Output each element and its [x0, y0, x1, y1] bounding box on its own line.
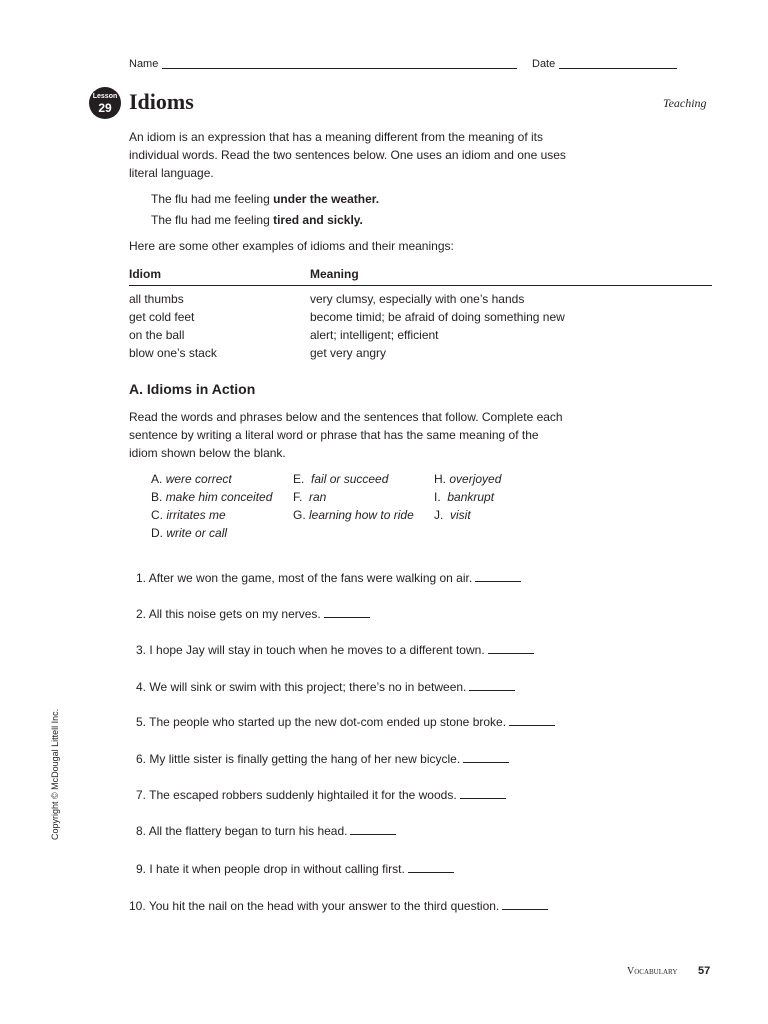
table-row-idiom: get cold feet	[129, 310, 195, 324]
option-text: write or call	[166, 526, 228, 540]
question-number: 1.	[136, 571, 147, 585]
question-number: 5.	[136, 715, 147, 729]
option-text: bankrupt	[447, 490, 495, 504]
intro-line-2: individual words. Read the two sentences below. One uses an idiom and one uses	[129, 148, 566, 162]
option-h	[434, 470, 501, 488]
example1-bold: under the weather.	[273, 192, 380, 206]
question-text: All this noise gets on my nerves.	[148, 607, 321, 621]
question-9	[136, 860, 454, 878]
question-text: You hit the nail on the head with your answer to the third question.	[148, 899, 500, 913]
intro-line-3: literal language.	[129, 166, 214, 180]
question-text: I hope Jay will stay in touch when he moves to a different town.	[149, 643, 485, 657]
question-text: My little sister is finally getting the hang of her new bicycle.	[149, 752, 461, 766]
option-text: ran	[309, 490, 327, 504]
examples-lead: Here are some other examples of idioms and their meanings:	[129, 239, 454, 253]
question-number: 4.	[136, 680, 147, 694]
question-2	[136, 605, 370, 623]
table-row-idiom: all thumbs	[129, 292, 184, 306]
question-1	[136, 569, 521, 587]
question-text: I hate it when people drop in without calling first.	[149, 862, 405, 876]
option-e	[293, 470, 388, 488]
table-header-idiom: Idiom	[129, 267, 161, 281]
question-number: 8.	[136, 824, 147, 838]
section-a-heading: A. Idioms in Action	[129, 381, 256, 397]
question-text: We will sink or swim with this project; there’s no in between.	[149, 680, 467, 694]
table-row-meaning: become timid; be afraid of doing something new	[310, 310, 565, 324]
instructions-line-3: idiom shown below the blank.	[129, 446, 286, 460]
option-letter: D.	[151, 526, 163, 540]
option-b	[151, 488, 272, 506]
page-title: Idioms	[129, 89, 194, 114]
lesson-badge	[89, 87, 121, 119]
example1-prefix: The flu had me feeling	[151, 192, 274, 206]
option-text: were correct	[165, 472, 232, 486]
table-row-idiom: blow one’s stack	[129, 346, 217, 360]
option-i	[434, 488, 494, 506]
table-row-idiom: on the ball	[129, 328, 185, 342]
intro-line-1: An idiom is an expression that has a meaning different from the meaning of its	[129, 130, 544, 144]
option-text: fail or succeed	[311, 472, 389, 486]
option-letter: A.	[151, 472, 163, 486]
option-c	[151, 506, 226, 524]
answer-blank[interactable]	[463, 750, 509, 763]
option-letter: J.	[434, 508, 444, 522]
answer-blank[interactable]	[488, 641, 534, 654]
lesson-tag: Teaching	[663, 96, 707, 110]
question-5	[136, 713, 555, 731]
option-letter: F.	[293, 490, 303, 504]
option-letter: I.	[434, 490, 441, 504]
date-label: Date	[532, 58, 556, 70]
answer-blank[interactable]	[408, 860, 454, 873]
option-letter: C.	[151, 508, 163, 522]
option-g	[293, 506, 414, 524]
option-a	[151, 470, 232, 488]
question-text: All the flattery began to turn his head.	[148, 824, 348, 838]
question-number: 6.	[136, 752, 147, 766]
answer-blank[interactable]	[460, 786, 506, 799]
question-number: 9.	[136, 862, 147, 876]
answer-blank[interactable]	[469, 678, 515, 691]
footer-section: Vocabulary	[627, 966, 678, 977]
option-j	[434, 506, 471, 524]
option-text: learning how to ride	[309, 508, 414, 522]
answer-blank[interactable]	[324, 605, 370, 618]
answer-blank[interactable]	[509, 713, 555, 726]
option-d	[151, 524, 227, 542]
option-text: make him conceited	[165, 490, 273, 504]
date-line[interactable]	[559, 68, 677, 69]
option-f	[293, 488, 326, 506]
question-number: 7.	[136, 788, 147, 802]
table-row-meaning: get very angry	[310, 346, 387, 360]
option-text: irritates me	[166, 508, 226, 522]
answer-blank[interactable]	[350, 822, 396, 835]
option-letter: E.	[293, 472, 305, 486]
option-letter: G.	[293, 508, 306, 522]
question-text: The people who started up the new dot-com ended up stone broke.	[149, 715, 507, 729]
question-text: The escaped robbers suddenly hightailed it for the woods.	[149, 788, 457, 802]
name-label: Name	[129, 58, 159, 70]
example-sentence-literal	[151, 211, 363, 229]
example2-prefix: The flu had me feeling	[151, 213, 274, 227]
table-header-meaning: Meaning	[310, 267, 359, 281]
option-text: overjoyed	[449, 472, 502, 486]
name-line[interactable]	[162, 68, 517, 69]
question-number: 10.	[129, 899, 146, 913]
question-4	[136, 678, 515, 696]
option-letter: H.	[434, 472, 446, 486]
question-number: 3.	[136, 643, 147, 657]
copyright-notice: Copyright © McDougal Littell Inc.	[50, 708, 60, 840]
question-10	[129, 897, 548, 915]
option-text: visit	[450, 508, 471, 522]
table-row-meaning: very clumsy, especially with one’s hands	[310, 292, 525, 306]
question-text: After we won the game, most of the fans were walking on air.	[148, 571, 473, 585]
instructions-line-2: sentence by writing a literal word or phrase that has the same meaning of the	[129, 428, 539, 442]
question-3	[136, 641, 534, 659]
page-number: 57	[698, 965, 711, 977]
lesson-badge-word: Lesson	[92, 93, 118, 100]
answer-blank[interactable]	[475, 569, 521, 582]
example2-bold: tired and sickly.	[273, 213, 363, 227]
question-8	[136, 822, 396, 840]
question-number: 2.	[136, 607, 147, 621]
table-rule	[129, 285, 712, 286]
question-6	[136, 750, 509, 768]
example-sentence-idiom	[151, 190, 379, 208]
lesson-badge-number: 29	[98, 101, 112, 115]
question-7	[136, 786, 506, 804]
answer-blank[interactable]	[502, 897, 548, 910]
instructions-line-1: Read the words and phrases below and the sentences that follow. Complete each	[129, 410, 563, 424]
table-row-meaning: alert; intelligent; efficient	[310, 328, 439, 342]
option-letter: B.	[151, 490, 163, 504]
